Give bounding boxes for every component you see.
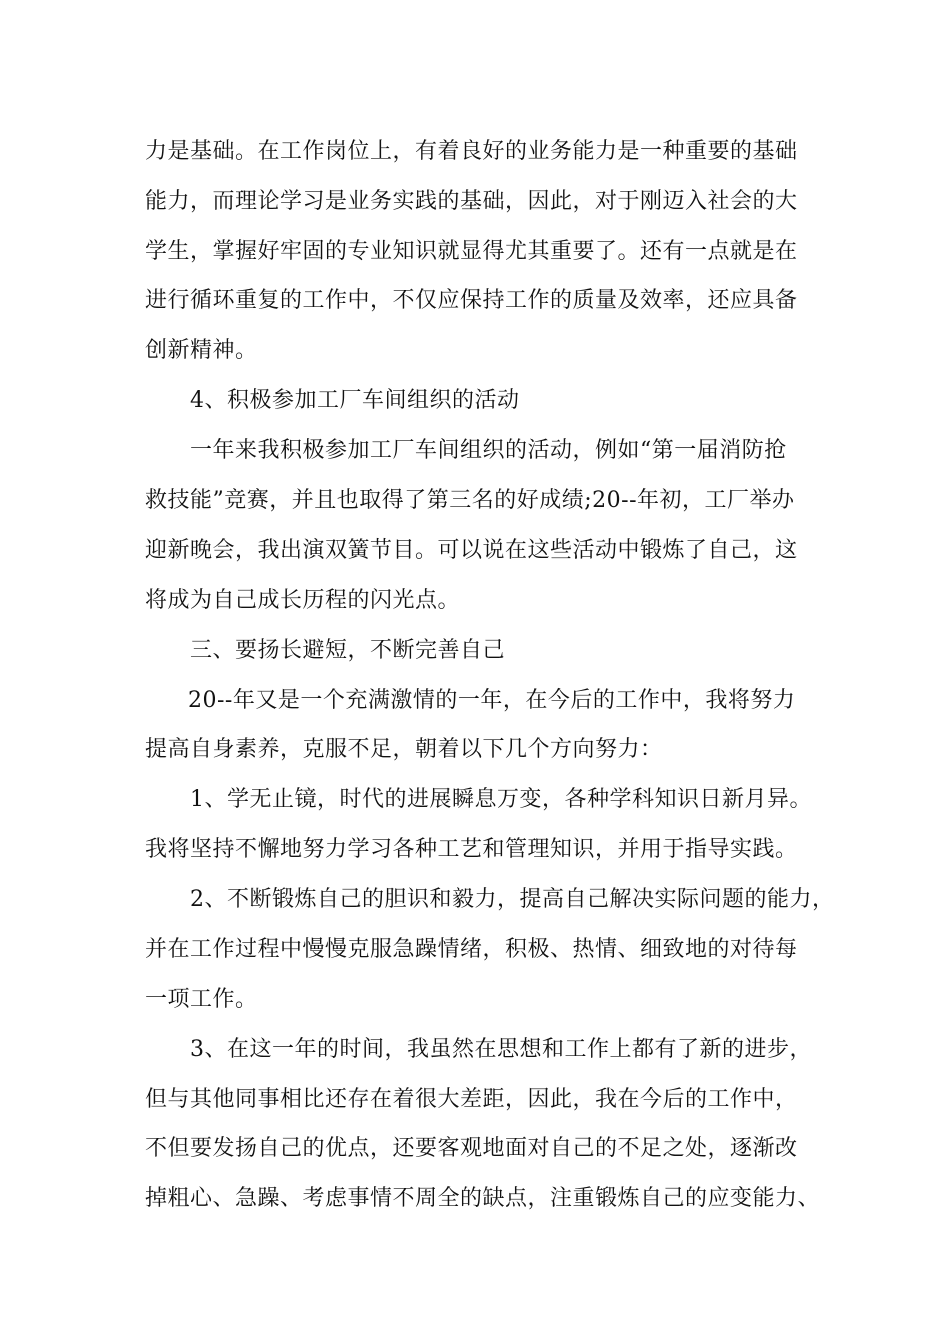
section-heading-activities: 4、积极参加工厂车间组织的活动 (190, 388, 520, 413)
text-line-10: 将成为自己成长历程的闪光点。 (145, 588, 461, 613)
text-line-3: 学生，掌握好牢固的专业知识就显得尤其重要了。还有一点就是在 (145, 239, 798, 264)
text-line-17: 并在工作过程中慢慢克服急躁情绪，积极、热情、细致地的对待每 (145, 937, 798, 962)
text-line-13: 提高自身素养，克服不足，朝着以下几个方向努力： (145, 737, 663, 762)
section-heading-improve: 三、要扬长避短，不断完善自己 (190, 638, 506, 663)
text-line-5: 创新精神。 (145, 338, 258, 363)
text-line-7: 一年来我积极参加工厂车间组织的活动，例如“第一届消防抢 (190, 438, 787, 463)
text-line-12: 20--年又是一个充满激情的一年，在今后的工作中，我将努力 (188, 688, 796, 713)
text-line-22: 掉粗心、急躁、考虑事情不周全的缺点，注重锻炼自己的应变能力、 (145, 1186, 821, 1211)
text-line-21: 不但要发扬自己的优点，还要客观地面对自己的不足之处，逐渐改 (145, 1136, 798, 1161)
text-line-2: 能力，而理论学习是业务实践的基础，因此，对于刚迈入社会的大 (145, 189, 798, 214)
text-line-15: 我将坚持不懈地努力学习各种工艺和管理知识，并用于指导实践。 (145, 837, 798, 862)
text-line-20: 但与其他同事相比还存在着很大差距，因此，我在今后的工作中， (145, 1087, 798, 1112)
text-line-4: 进行循环重复的工作中，不仅应保持工作的质量及效率，还应具备 (145, 288, 798, 313)
text-line-18: 一项工作。 (145, 987, 258, 1012)
text-line-8: 救技能”竞赛，并且也取得了第三名的好成绩;20--年初，工厂举办 (145, 488, 795, 513)
text-line-1: 力是基础。在工作岗位上，有着良好的业务能力是一种重要的基础 (145, 139, 798, 164)
text-line-14: 1、学无止镜，时代的进展瞬息万变，各种学科知识日新月异。 (190, 787, 812, 812)
text-line-19: 3、在这一年的时间，我虽然在思想和工作上都有了新的进步， (190, 1037, 812, 1062)
text-line-16: 2、不断锻炼自己的胆识和毅力，提高自己解决实际问题的能力， (190, 887, 835, 912)
text-line-9: 迎新晚会，我出演双簧节目。可以说在这些活动中锻炼了自己，这 (145, 538, 798, 563)
